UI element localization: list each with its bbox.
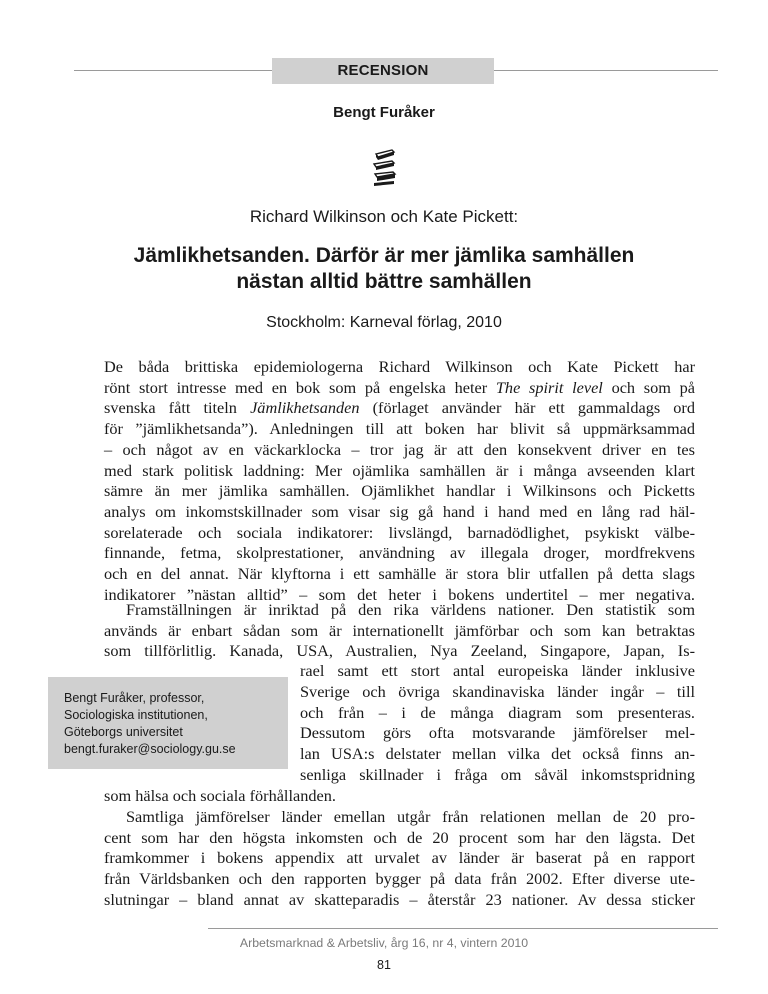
paragraph-2-end — [104, 786, 695, 807]
book-title-english: The spirit level — [495, 377, 603, 397]
book-title-line: nästan alltid bättre samhällen — [236, 270, 532, 293]
text-line: lan USA:s delstater mellan vilka det också finns an- — [300, 744, 695, 764]
book-authors: Richard Wilkinson och Kate Pickett: — [249, 207, 519, 226]
text-line: rael samt ett stort antal europeiska länder inklusive — [300, 661, 695, 681]
author-info-text — [64, 690, 236, 758]
text-line: analys om inkomstskillnader som visar sig gå hand i hand med en lång rad häl- — [104, 501, 695, 521]
text-line: indikatorer ”nästan alltid” – som det heter i bokens undertitel – mer negativa. — [104, 584, 695, 604]
review-author: Bengt Furåker — [333, 104, 435, 121]
header-rule-right — [494, 70, 718, 71]
text-line: Sverige och övriga skandinaviska länder ingår – till — [300, 682, 695, 702]
author-info-line: Bengt Furåker, professor, — [64, 691, 205, 705]
author-email[interactable]: bengt.furaker@sociology.gu.se — [64, 742, 236, 756]
paragraph-2-wrap — [300, 662, 695, 786]
footer-rule — [208, 928, 718, 929]
paragraph-1 — [104, 357, 695, 605]
text-line: som tillförlitlig. Kanada, USA, Australien, Nya Zeeland, Singapore, Japan, Is- — [104, 641, 695, 661]
text-line: svenska fått titeln Jämlikhetsanden (förlaget använder här ett gammaldags ord — [104, 398, 695, 418]
text-line: framkommer i bokens appendix att urvalet av länder är baserat på en rapport — [104, 848, 695, 868]
text-line: med stark politisk laddning: Mer ojämlika samhällen är i många avseenden klart — [104, 460, 695, 480]
book-publisher: Stockholm: Karneval förlag, 2010 — [266, 314, 502, 331]
book-title — [60, 243, 708, 295]
text-line: slutningar – bland annat av skatteparadis – återstår 23 nationer. Av dessa sticker — [104, 889, 695, 909]
text-line: för ”jämlikhetsanda”). Anledningen till att boken har blivit så uppmärksammad — [104, 419, 695, 439]
text-line: – och något av en väckarklocka – tror jag är att den konsekvent driver en tes — [104, 439, 695, 459]
text-line: sorelaterade och sociala indikatorer: livslängd, barnadödlighet, psykiskt välbe- — [104, 522, 695, 542]
text-line: som hälsa och sociala förhållanden. — [104, 786, 336, 805]
book-title-swedish: Jämlikhetsanden — [250, 398, 360, 418]
text-line: Samtliga jämförelser länder emellan utgår från relationen mellan de 20 pro- — [126, 807, 695, 826]
text-line: De båda brittiska epidemiologerna Richard Wilkinson och Kate Pickett har — [104, 357, 695, 376]
text-line: cent som har den högsta inkomsten och de 20 procent som har den lägsta. Det — [104, 827, 695, 847]
text-line: finnande, fetma, skolprestationer, användning av illegala droger, mordfrekvens — [104, 543, 695, 563]
paragraph-2 — [104, 600, 695, 662]
book-title-line: Jämlikhetsanden. Därför är mer jämlika samhällen — [133, 244, 635, 267]
text-line: används är enbart sådan som är internationellt jämförbar och som kan betraktas — [104, 620, 695, 640]
text-line: och en del annat. När klyftorna i ett samhälle är stora blir utfallen på detta slags — [104, 564, 695, 584]
text-line: rönt stort intresse med en bok som på engelska heter The spirit level och som på — [104, 377, 696, 397]
page-number: 81 — [377, 958, 391, 972]
text-line: sämre än mer jämlika samhällen. Ojämlikhet handlar i Wilkinsons och Picketts — [104, 481, 695, 501]
books-icon — [370, 148, 398, 188]
section-label: RECENSION — [272, 58, 494, 84]
author-info-line: Sociologiska institutionen, — [64, 708, 208, 722]
header-rule-left — [74, 70, 272, 71]
text-line: Framställningen är inriktad på den rika världens nationer. Den statistik som — [126, 600, 695, 619]
author-info-box — [48, 677, 288, 769]
text-line: Dessutom görs ofta motsvarande jämförelser mel- — [300, 723, 695, 743]
text-line: och från – i de många diagram som presenteras. — [300, 702, 695, 722]
text-line: från Världsbanken och den rapporten bygger på data från 2002. Efter diverse ute- — [104, 869, 695, 889]
author-info-line: Göteborgs universitet — [64, 725, 183, 739]
paragraph-3 — [104, 807, 695, 911]
journal-citation: Arbetsmarknad & Arbetsliv, årg 16, nr 4, vintern 2010 — [239, 936, 529, 950]
text-line: senliga skillnader i fråga om såväl inkomstspridning — [300, 764, 695, 784]
